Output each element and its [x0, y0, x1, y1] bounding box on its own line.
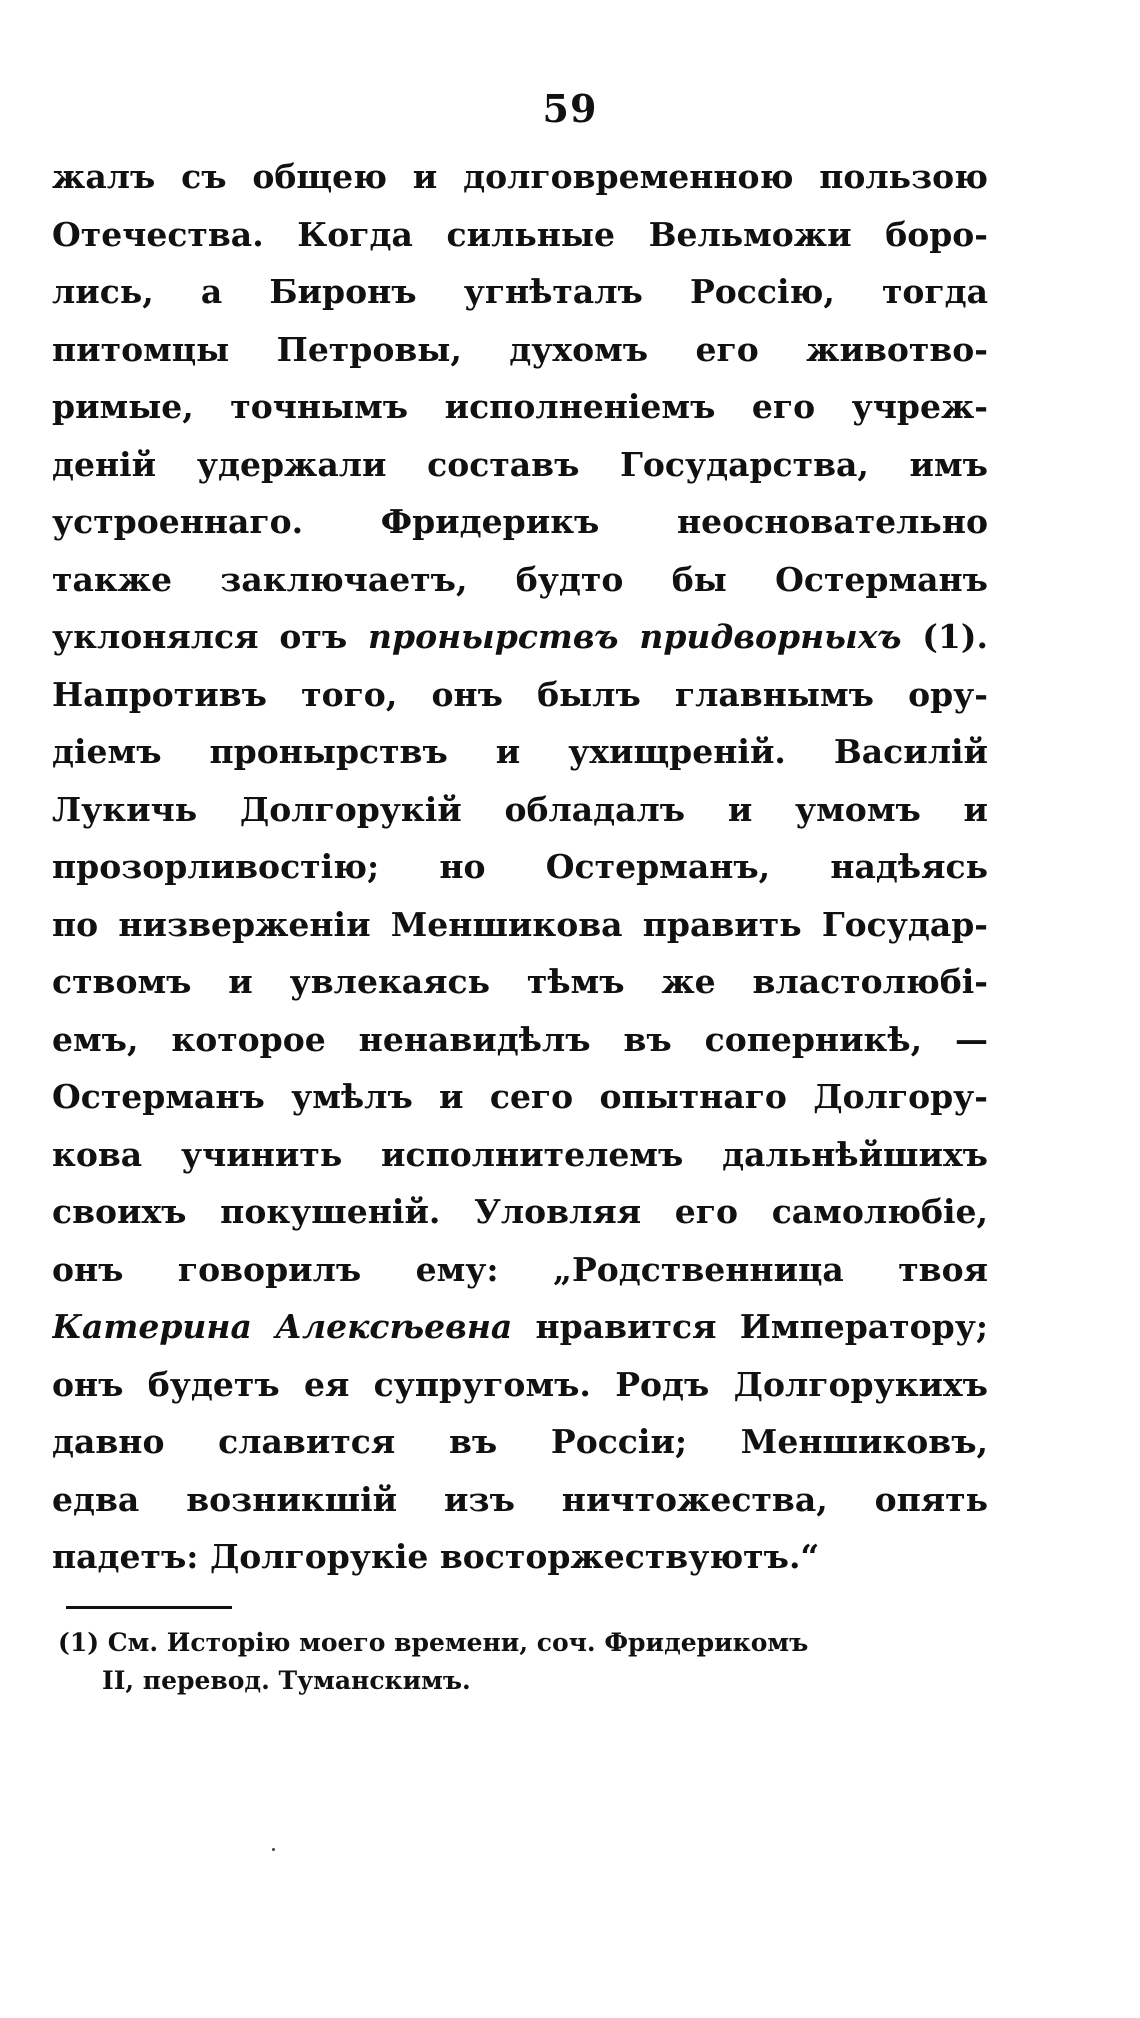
text-line-content: питомцы Петровы, духомъ его животво- — [52, 329, 988, 369]
text-line — [52, 1068, 988, 1126]
text-line-content: Отечества. Когда сильные Вельможи боро- — [52, 214, 988, 254]
text-line-content: лись, а Биронъ угнѣталъ Россію, тогда — [52, 272, 988, 311]
text-line-content: давно славится въ Россіи; Меншиковъ, — [52, 1422, 988, 1461]
text-line — [52, 206, 988, 264]
text-line — [52, 263, 988, 321]
text-line-content: Лукичь Долгорукій обладалъ и умомъ и — [52, 789, 988, 829]
text-line — [52, 1183, 988, 1241]
paper-speck — [272, 1848, 275, 1851]
text-line — [52, 838, 988, 896]
text-line — [52, 1356, 988, 1414]
text-line — [52, 1241, 988, 1299]
text-line — [52, 551, 988, 609]
text-line-content: (1). — [901, 617, 988, 656]
main-text-block — [52, 148, 988, 1586]
text-line-content: ствомъ и увлекаясь тѣмъ же властолюбі- — [52, 962, 988, 1001]
text-line — [52, 953, 988, 1011]
text-line — [52, 1011, 988, 1069]
text-line — [52, 781, 988, 839]
text-line — [52, 493, 988, 551]
text-line-content: также заключаетъ, будто бы Остерманъ — [52, 559, 988, 599]
text-line-content: уклонялся отъ — [52, 617, 369, 656]
text-line — [52, 1528, 988, 1586]
text-line-content: нравится Императору; — [512, 1307, 988, 1346]
text-line-content: прозорливостію; но Остерманъ, надѣясь — [52, 847, 988, 886]
text-line — [52, 723, 988, 781]
text-line — [52, 666, 988, 724]
text-line-content: жалъ съ общею и долговременною пользою — [52, 157, 988, 196]
text-line-content: деній удержали составъ Государства, имъ — [52, 444, 988, 484]
text-line-content: падетъ: Долгорукіе восторжествуютъ.“ — [52, 1537, 820, 1576]
footnote-divider — [66, 1606, 232, 1609]
italic-phrase: пронырствъ придворныхъ — [368, 617, 902, 656]
text-line — [52, 1126, 988, 1184]
text-line — [52, 148, 988, 206]
text-line-content: едва возникшій изъ ничтожества, опять — [52, 1479, 988, 1519]
text-line-content: римые, точнымъ исполненіемъ его учреж- — [52, 387, 988, 426]
text-line — [52, 1413, 988, 1471]
text-line-content: устроеннаго. Фридерикъ неосновательно — [52, 502, 988, 541]
text-line-content: по низверженіи Меншикова править Государ- — [52, 904, 988, 944]
text-line-content: діемъ пронырствъ и ухищреній. Василій — [52, 732, 988, 771]
text-line — [52, 321, 988, 379]
text-line-content: онъ будетъ ея супругомъ. Родъ Долгорукихъ — [52, 1364, 988, 1404]
text-line-content: емъ, которое ненавидѣлъ въ соперникѣ, — — [52, 1019, 988, 1059]
footnote-line: (1) См. Исторію моего времени, соч. Фридерикомъ — [58, 1628, 809, 1657]
text-line — [52, 608, 988, 666]
text-line — [52, 378, 988, 436]
text-line — [52, 896, 988, 954]
text-line-content: Остерманъ умѣлъ и сего опытнаго Долгору- — [52, 1077, 988, 1116]
text-line-content: онъ говорилъ ему: „Родственница твоя — [52, 1249, 988, 1289]
text-line — [52, 1471, 988, 1529]
page-number: 59 — [542, 86, 598, 131]
text-line-content: кова учинить исполнителемъ дальнѣйшихъ — [52, 1134, 988, 1174]
text-line-content: своихъ покушеній. Уловляя его самолюбіе, — [52, 1192, 988, 1231]
text-line-content: Напротивъ того, онъ былъ главнымъ ору- — [52, 674, 988, 714]
footnote-block — [58, 1624, 994, 1700]
text-line — [52, 436, 988, 494]
italic-phrase: Катерина Алексѣевна — [52, 1307, 513, 1346]
text-line — [52, 1298, 988, 1356]
footnote-line: II, перевод. Туманскимъ. — [102, 1666, 471, 1695]
